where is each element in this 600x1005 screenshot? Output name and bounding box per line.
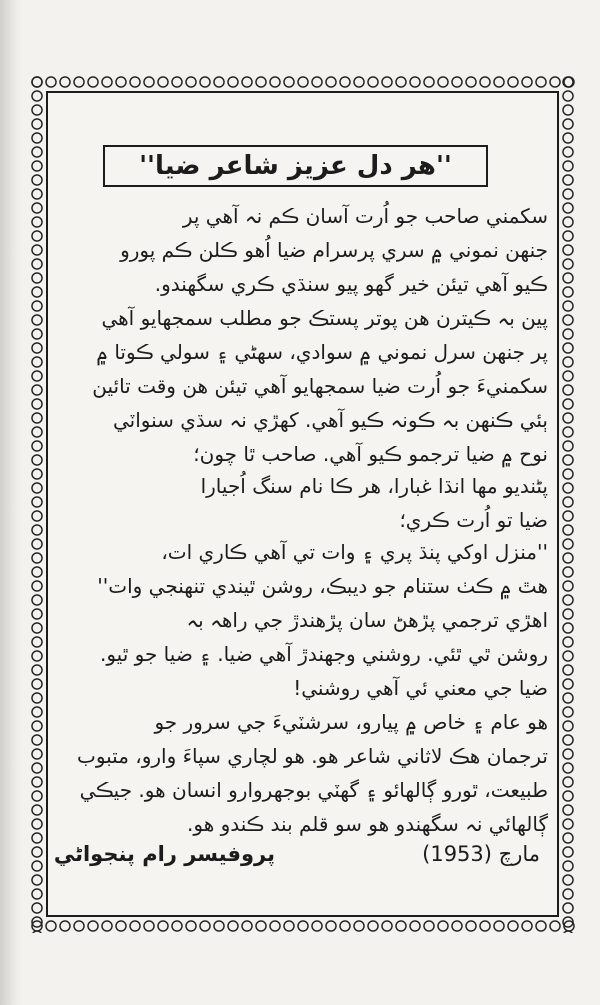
text-line: پر جنهن سرل نموني ۾ سوادي، سهڻي ۽ سولي ڪوتا ۾ (96, 340, 548, 364)
page-title: ''هر دل عزيز شاعر ضيا'' (139, 151, 452, 181)
scallop-border-left (30, 75, 44, 933)
scallop-border-right (561, 75, 575, 933)
text-line: ٻئي ڪنهن بہ ڪونہ ڪيو آهي. کهڙي نہ سڌي سنواٽي (113, 408, 548, 432)
page-edge (0, 0, 22, 1005)
text-line: پڻنديو مها انڌا غبارا، هر ڪا نام سنگ اُجيارا (200, 474, 548, 498)
text-line: سکمني صاحب جو اُرت آسان ڪم نہ آهي پر (182, 204, 548, 228)
text-line: ڳالهائي نہ سگهندو هو سو قلم بند ڪندو هو. (187, 812, 548, 836)
text-line: جنهن نموني ۾ سري پرسرام ضيا اُهو ڪلن ڪم پورو (120, 238, 548, 262)
title-box (103, 145, 488, 187)
text-line: طبيعت، ٿورو ڳالهائو ۽ گهٽي بوجهروارو انسان هو. جيڪي (79, 778, 548, 802)
text-line: ''منزل اوکي پنڌ پري ۽ وات تي آهي ڪاري ات، (161, 540, 548, 564)
text-line: سکمنيءَ جو اُرت ضيا سمجهايو آهي تيئن هن وقت تائين (92, 374, 548, 398)
text-line: پين بہ ڪيترن هن پوتر پستڪ جو مطلب سمجهايو آهي (101, 306, 548, 330)
text-line: ضيا جي معني ئي آهي روشني! (293, 676, 548, 700)
text-line: ترجمان هڪ لاثاني شاعر هو. هو لچاري سپاءَ وارو، متبوب (76, 744, 548, 768)
text-line: هو عام ۽ خاص ۾ پيارو، سرشٽيءَ جي سرور جو (154, 710, 548, 734)
text-line: هٿ ۾ ڪٺ ستنام جو ديبڪ، روشن ٿيندي تنهنجي وات'' (97, 574, 548, 598)
signature-date: مارچ (1953) (422, 842, 540, 866)
signature-name: پروفيسر رام پنجواڻي (53, 842, 275, 866)
scallop-border-bottom (30, 919, 575, 933)
text-line: اهڙي ترجمي پڙهڻ سان پڙهندڙ جي راهہ بہ (186, 608, 548, 632)
text-line: نوح ۾ ضيا ترجمو ڪيو آهي. صاحب ٿا چون؛ (193, 442, 548, 466)
text-line: روشن ٿي ٿئي. روشني وجهندڙ آهي ضيا. ۽ ضيا جو ٿيو. (99, 642, 548, 666)
scallop-border-top (30, 75, 575, 89)
text-line: ضيا تو اُرت ڪري؛ (399, 508, 548, 532)
text-line: ڪيو آهي تيئن خير گهو پيو سنڌي ڪري سگهندو. (154, 272, 548, 296)
